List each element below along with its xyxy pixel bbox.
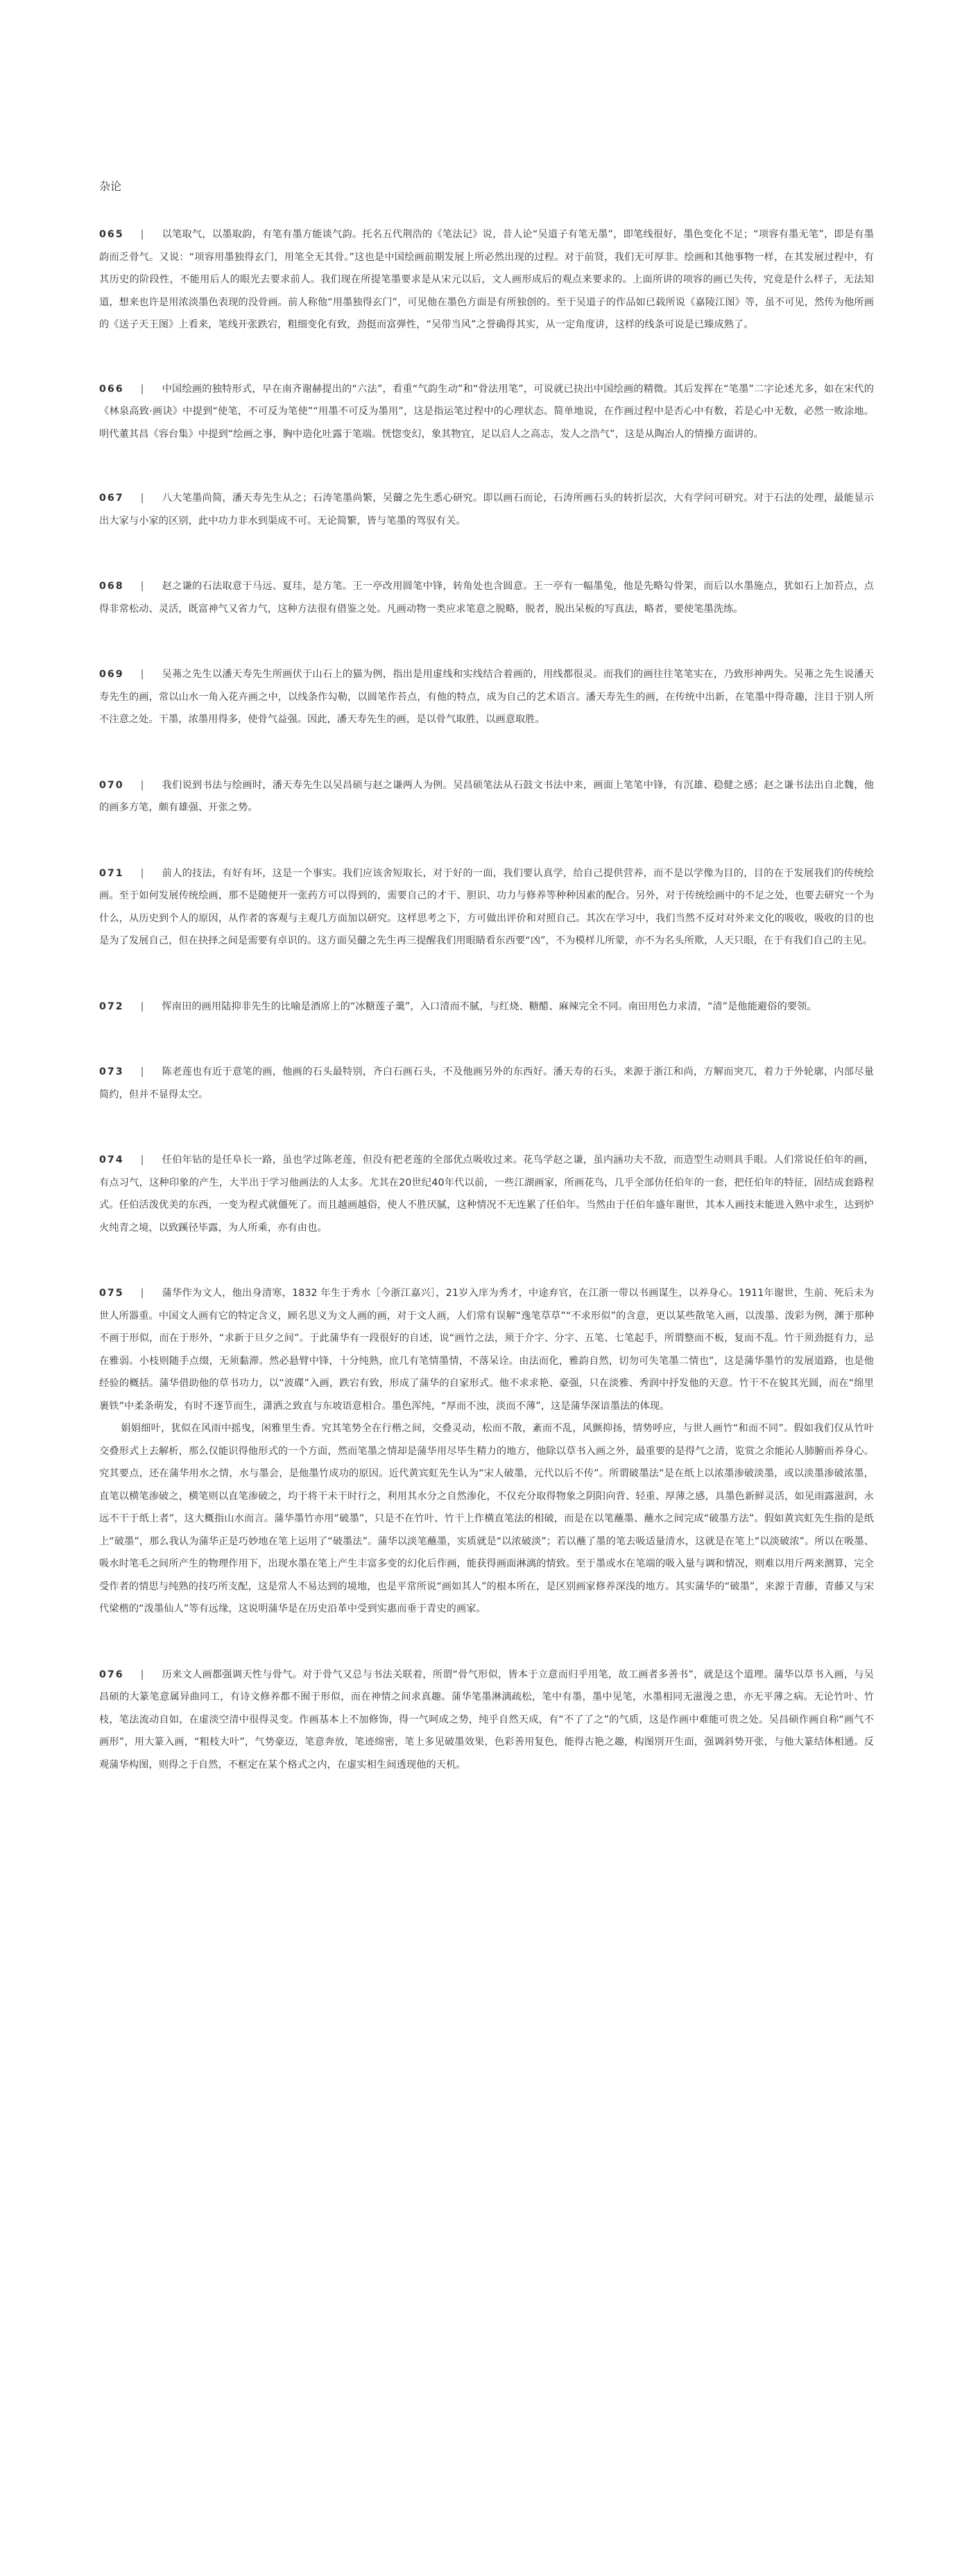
entry-text: 恽南田的画用陆抑非先生的比喻是酒席上的“冰糖莲子羹”，入口清而不腻，与红烧、糖醋、麻辣完全不同。南田用色力求清，“清”是他能避俗的要领。 — [162, 1000, 817, 1012]
entry-068 — [99, 575, 874, 620]
entry-separator: | — [140, 581, 144, 592]
entry-text: 吴茀之先生以潘天寿先生所画伏于山石上的猫为例，指出是用虚线和实线结合着画的，用线都很灵。而我们的画往往笔笔实在，乃致形神两失。吴茀之先生说潘天寿先生的画，常以山水一角入花卉画之中，以线条作勾勒，以圆笔作苔点，有他的特点，成为自己的艺术语言。潘天寿先生的画，在传统中出新，在笔墨中得奇趣，注目于别人所不注意之处。干墨，浓墨用得多，使骨气益强。因此，潘天寿先生的画，是以骨气取胜，以画意取胜。 — [99, 669, 874, 725]
entry-paragraph — [99, 378, 874, 446]
entry-number: 073 — [99, 1066, 124, 1077]
entry-paragraph — [99, 1061, 874, 1106]
entry-065 — [99, 223, 874, 336]
entry-number: 071 — [99, 867, 124, 879]
entry-070 — [99, 774, 874, 819]
entry-paragraph — [99, 663, 874, 731]
entry-076 — [99, 1664, 874, 1777]
entry-separator: | — [140, 867, 144, 879]
entry-number: 070 — [99, 779, 124, 791]
entry-number: 068 — [99, 581, 124, 592]
entry-075 — [99, 1282, 874, 1621]
entry-text: 蒲华作为文人，他出身清寒，1832 年生于秀水［今浙江嘉兴］，21岁入庠为秀才，中途弃官，在江浙一带以书画谋生，以养身心。1911年谢世，生前、死后未为世人所器重。中国文人画有它的特定含义，顾名思义为文人画的画，对于文人画，人们常有误解“逸笔草草”“不求形似”的含意，更以某些散笔入画，以泼墨、泼彩为例，渊于那种不画于形似，而在于形外，“求新于旦夕之间”。于此蒲华有一段很好的自述，说“画竹之法，须于介字、分字、五笔、七笔起手，所谓整而不板，复而不乱。竹干须劲挺有力，忌在雅弱。小枝则随手点缀，无须黏滞。然必悬臂中锋，十分纯熟，庶几有笔情墨情，不落呆诠。由法而化，雅韵自然，切勿可失笔墨二情也”，这是蒲华墨竹的发展道路，也是他经验的概括。蒲华借助他的草书功力，以“波碟”入画，跌宕有致，形成了蒲华的自家形式。他不求求艳、豪强，只在淡雅、秀润中抒发他的天意。竹干不在貌其光圆，而在“绵里裹铁”中柔条萌发，有时不逐节而生，潇洒之致直与东坡语意相合。墨色浑纯，“厚而不浊，淡而不薄”，这是蒲华深谙墨法的体现。 — [99, 1288, 874, 1412]
entry-text: 任伯年钻的是任阜长一路，虽也学过陈老莲，但没有把老莲的全部优点吸收过来。花鸟学赵之谦，虽内涵功夫不敌，而造型生动则具手眼。人们常说任伯年的画，有点习气，这种印象的产生，大半出于学习他画法的人太多。尤其在20世纪40年代以前，一些江湖画家，所画花鸟，几乎全部仿任伯年的一套，把任伯年的特征，固结成套路程式。任伯活泼优美的东西，一变为程式就僵死了。而且越画越俗，使人不胜厌腻，这种情况不无连累了任伯年。当然由于任伯年盛年谢世，其本人画技未能进入熟中求生，达到炉火纯青之境，以致蹊径毕露，为人所乘，亦有由也。 — [99, 1154, 874, 1234]
entry-paragraph — [99, 996, 874, 1018]
entry-number: 066 — [99, 383, 124, 395]
entry-text: 前人的技法，有好有坏，这是一个事实。我们应该舍短取长，对于好的一面，我们要认真学，给自己提供营养，而不是以学像为目的，目的在于发展我们的传统绘画。至于如何发展传统绘画，那不是随便开一张药方可以得到的，需要自己的才干、胆识、功力与修养等种种因素的配合。另外，对于传统绘画中的不足之处，也要去研究一个为什么，从历史到个人的原因，从作者的客观与主观几方面加以研究。这样思考之下，方可做出评价和对照自己。其次在学习中，我们当然不反对对外来文化的吸收，吸收的目的也是为了发展自己，但在抉择之间是需要有卓识的。这方面吴薾之先生再三提醒我们用眼睛看东西要“凶”，不为模样儿所蒙，亦不为名头所欺，人天只眼，在于有我们自己的主见。 — [99, 867, 874, 946]
entry-069 — [99, 663, 874, 731]
entry-text: 赵之谦的石法取意于马远、夏珪，是方笔。王一亭改用圆笔中锋，转角处也含圆意。王一亭有一幅墨兔，他是先略勾骨架，而后以水墨施点，犹如石上加苔点，点得非常松动、灵活，既富神气又省力气，这种方法很有借鉴之处。凡画动物一类应求笔意之脱略，脱者，脱出呆板的写真法，略者，要使笔墨洗练。 — [99, 581, 874, 615]
entry-text: 以笔取气，以墨取韵，有笔有墨方能谈气韵。托名五代荆浩的《笔法记》说，昔人论“吴道子有笔无墨”，即笔线很好，墨色变化不足；“项容有墨无笔”，即是有墨韵而乏骨气。又说：“项容用墨独得玄门，用笔全无其骨。”这也是中国绘画前期发展上所必然出现的过程。对于前贤，我们无可厚非。绘画和其他事物一样，在其发展过程中，有其历史的阶段性，不能用后人的眼光去要求前人。我们现在所提笔墨要求是从宋元以后，文人画形成后的观点来要求的。上面所讲的项容的画已失传，究竟是什么样子，无法知道，想来也许是用浓淡墨色表现的没骨画。前人称他“用墨独得玄门”，可见他在墨色方面是有所独创的。至于吴道子的作品如已载所说《嘉陵江图》等，虽不可见，然传为他所画的《送子天王图》上看来，笔线开张跌宕，粗细变化有致，劲挺而富弹性，“吴带当风”之誉确得其实，从一定角度讲，这样的线条可说是已臻成熟了。 — [99, 229, 874, 330]
entry-paragraph — [99, 1282, 874, 1417]
entry-text: 历来文人画都强调天性与骨气。对于骨气又总与书法关联着，所谓“骨气形似，皆本于立意而归乎用笔，故工画者多善书”，就是这个道理。蒲华以草书入画，与吴昌硕的大篆笔意属异曲同工，有诗文修养都不囿于形似，而在神情之间求真趣。蒲华笔墨淋漓疏松，笔中有墨，墨中见笔，水墨相同无滋漫之患，亦无平薄之病。无论竹叶、竹枝，笔法流动自如，在虚淡空清中很得灵变。作画基本上不加修饰，得一气呵成之势，纯乎自然天成，有“不了了之”的气质，这是作画中难能可贵之处。吴昌硕作画自称“画气不画形”，用大篆入画，“粗枝大叶”，气势豪迈，笔意奔放，笔迹绵密，笔上多见破墨效果，色彩善用复色，能得古艳之趣，构图別开生面，强调斜势开张，与他大篆结体相通。反观蒲华构图，则得之于自然，不框定在某个格式之内，在虚实相生间透现他的天机。 — [99, 1669, 874, 1771]
entry-paragraph — [99, 1149, 874, 1239]
entry-separator: | — [140, 1288, 144, 1299]
entry-text: 我们说到书法与绘画时，潘天寿先生以吴昌硕与赵之谦两人为例。吴昌硕笔法从石鼓文书法中来，画面上笔笔中锋，有沉雄、稳健之感；赵之谦书法出自北魏，他的画多方笔，颇有雄强、开张之势。 — [99, 779, 874, 813]
entry-paragraph — [99, 575, 874, 620]
entry-number: 072 — [99, 1000, 124, 1012]
entry-073 — [99, 1061, 874, 1106]
entry-paragraph — [99, 223, 874, 336]
entry-paragraph — [99, 774, 874, 819]
entry-separator: | — [140, 779, 144, 791]
entry-separator: | — [140, 1066, 144, 1077]
section-title: 杂论 — [99, 180, 122, 193]
entry-separator: | — [140, 1000, 144, 1012]
entry-separator: | — [140, 1669, 144, 1680]
entry-separator: | — [140, 383, 144, 395]
entry-067 — [99, 487, 874, 532]
entry-number: 074 — [99, 1154, 124, 1166]
entry-number: 075 — [99, 1288, 124, 1299]
entry-paragraph — [99, 487, 874, 532]
entry-paragraph-continued: 娟娟细叶，犹似在风雨中摇曳，闲雅里生香。究其笔势全在行楷之间，交叠灵动，松而不散，紊而不乱，风颤抑扬，情势呼应，与世人画竹“和而不同”。假如我们仅从竹叶交叠形式上去解析，那么仅能识得他形式的一个方面，然而笔墨之情却是蒲华用尽毕生精力的地方，他除以草书入画之外，最重要的是得气之清，览赏之余能沁人肺腑而养身心。究其要点，还在蒲华用水之情，水与墨会，是他墨竹成功的原因。近代黄宾虹先生认为“宋人破墨，元代以后不传”。所谓破墨法“是在纸上以浓墨渗破淡墨，或以淡墨渗破浓墨，直笔以横笔渗破之，横笔则以直笔渗破之，均于将干未干时行之，利用其水分之自然渗化，不仅充分取得物象之阴阳向背、轻重、厚薄之感，具墨色新鲜灵活，如见雨露滋润，永远不干于纸上者”，这大概指山水而言。蒲华墨竹亦用“破墨”，只是不在竹叶、竹干上作横直笔法的相破，而是在以笔蘸墨、蘸水之间完成“破墨方法”。假如黄宾虹先生指的是纸上“破墨”，那么我认为蒲华正是巧妙地在笔上运用了“破墨法”。蒲华以淡笔蘸墨，实质就是“以浓破淡”；若以蘸了墨的笔去吸适量清水，这就是在笔上“以淡破浓”。所以在吸墨、吸水时笔毛之间所产生的物理作用下，出现水墨在笔上产生丰富多变的幻化后作画，能获得画面淋漓的情致。至于墨或水在笔端的吸入量与调和情况，则难以用斤两来测算，完全受作者的情思与纯熟的技巧所支配，这是常人不易达到的境地，也是平常所说“画如其人”的根本所在，是区别画家修养深浅的地方。其实蒲华的“破墨”，来源于青藤，青藤又与宋代梁楷的“泼墨仙人”等有远缘，这说明蒲华是在历史沿革中受到实惠而垂于青史的画家。 — [99, 1423, 874, 1614]
entry-paragraph — [99, 1664, 874, 1777]
entry-074 — [99, 1149, 874, 1239]
entry-number: 067 — [99, 493, 124, 504]
entry-066 — [99, 378, 874, 446]
entry-number: 069 — [99, 669, 124, 680]
entry-separator: | — [140, 1154, 144, 1166]
entry-number: 065 — [99, 229, 124, 240]
entry-number: 076 — [99, 1669, 124, 1680]
entry-text: 八大笔墨尚简，潘天寿先生从之；石涛笔墨尚繁，吴薾之先生悉心研究。即以画石而论，石涛所画石头的转折层次，大有学问可研究。对于石法的处理，最能显示出大家与小家的区别，此中功力非水到渠成不可。无论简繁，皆与笔墨的驾驭有关。 — [99, 493, 874, 527]
entry-072 — [99, 996, 874, 1018]
entry-separator: | — [140, 229, 144, 240]
entry-separator: | — [140, 669, 144, 680]
entry-text: 中国绘画的独特形式，早在南齐谢赫提出的“六法”，看重“气韵生动”和“骨法用笔”，可说就已抉出中国绘画的精微。其后发挥在“笔墨”二字论述尤多，如在宋代的《林泉高致·画诀》中提到“使笔，不可反为笔使”“用墨不可反为墨用”，这是指运笔过程中的心理状态。简单地说，在作画过程中是否心中有数，若是心中无数，必然一败涂地。明代董其昌《容台集》中提到“绘画之事，胸中造化吐露于笔端。恍惚变幻，象其物宜，足以启人之高志，发人之浩气”，这是从陶冶人的情操方面讲的。 — [99, 383, 874, 440]
entry-text: 陈老莲也有近于意笔的画，他画的石头最特别，齐白石画石头，不及他画另外的东西好。潘天寿的石头，来源于浙江和尚，方解而突兀，着力于外轮廓，内部尽量简约，但并不显得太空。 — [99, 1066, 874, 1100]
entry-071 — [99, 862, 874, 953]
entry-separator: | — [140, 493, 144, 504]
entry-paragraph — [99, 862, 874, 953]
